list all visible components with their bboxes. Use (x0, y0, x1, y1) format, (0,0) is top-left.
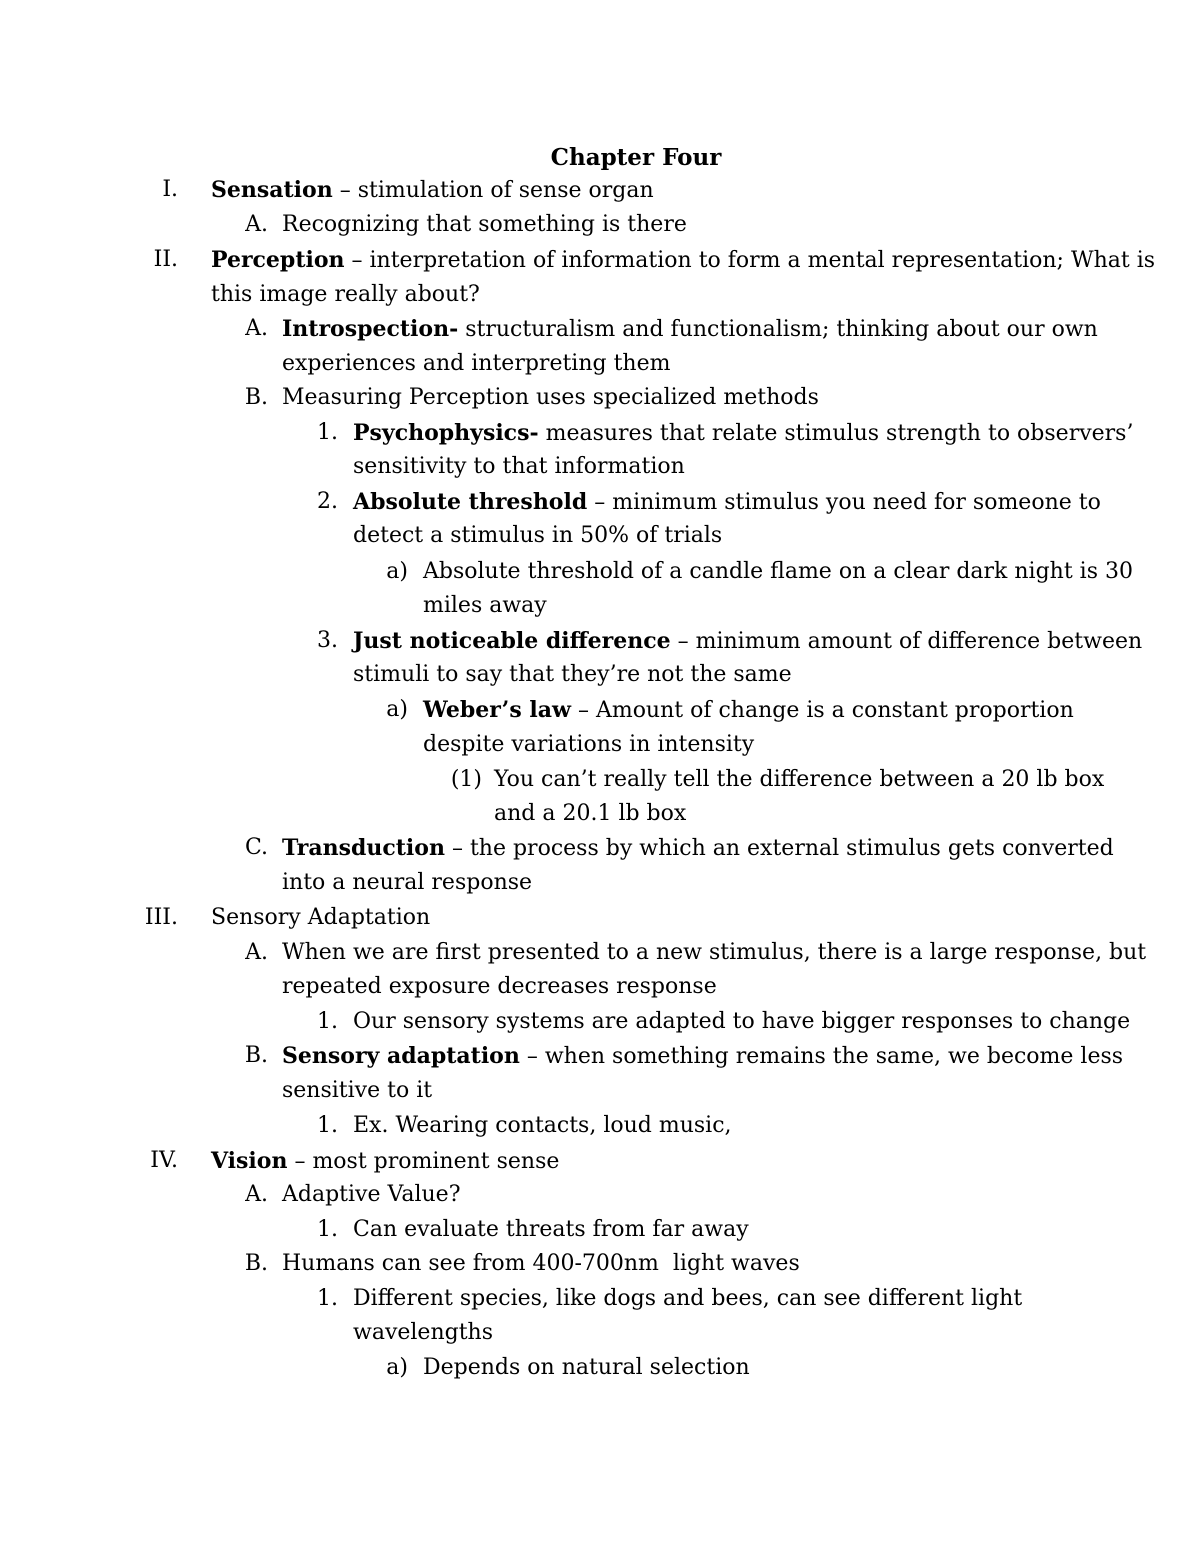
term: Psychophysics- (353, 420, 539, 446)
item-text: – minimum amount of difference between (670, 629, 1143, 654)
outline-item: Different species, like dogs and bees, can see different light (353, 1286, 1023, 1311)
outline-marker: 1. (317, 1009, 338, 1034)
outline-item-continuation: sensitive to it (282, 1078, 433, 1103)
outline-item-continuation: stimuli to say that they’re not the same (353, 662, 792, 687)
outline-marker: 2. (317, 489, 338, 514)
outline-item-continuation: experiences and interpreting them (282, 351, 671, 376)
outline-item: Sensory Adaptation (211, 905, 431, 930)
outline-item-continuation: miles away (423, 593, 547, 618)
document-title: Chapter Four (550, 144, 722, 171)
outline-marker: a) (386, 559, 408, 584)
outline-item-webers-law (423, 694, 1074, 727)
outline-item-absolute-threshold (353, 486, 1101, 519)
outline-item: Ex. Wearing contacts, loud music, (353, 1113, 732, 1138)
outline-item: You can’t really tell the difference between a 20 lb box (494, 767, 1105, 792)
item-text: measures that relate stimulus strength to observers’ (538, 421, 1134, 446)
outline-marker: a) (386, 1355, 408, 1380)
term: Absolute threshold (353, 489, 588, 515)
outline-item-continuation: repeated exposure decreases response (282, 974, 717, 999)
outline-item: Our sensory systems are adapted to have bigger responses to change (353, 1009, 1131, 1034)
outline-item-continuation: into a neural response (282, 870, 533, 895)
outline-item-perception (211, 244, 1155, 277)
outline-marker: B. (244, 1251, 268, 1276)
outline-item-continuation: wavelengths (353, 1320, 494, 1345)
term: Introspection- (282, 316, 459, 342)
outline-item: Depends on natural selection (423, 1355, 750, 1380)
outline-marker: C. (244, 835, 268, 860)
outline-item: Absolute threshold of a candle flame on a clear dark night is 30 (423, 559, 1133, 584)
item-text: – most prominent sense (287, 1149, 560, 1174)
outline-marker: B. (244, 385, 268, 410)
outline-marker: A. (245, 212, 268, 237)
outline-marker: IV. (150, 1148, 178, 1173)
outline-item-continuation: and a 20.1 lb box (494, 801, 687, 826)
term: Vision (211, 1148, 288, 1174)
outline-marker: A. (245, 1182, 268, 1207)
outline-marker: 1. (317, 1286, 338, 1311)
outline-item-continuation: sensitivity to that information (353, 454, 685, 479)
outline-item-transduction (282, 832, 1114, 865)
term: Just noticeable difference (353, 628, 671, 654)
term: Perception (211, 247, 345, 273)
outline-marker: III. (144, 905, 178, 930)
term: Sensation (211, 177, 333, 203)
outline-item-continuation: this image really about? (211, 282, 480, 307)
item-text: – Amount of change is a constant proportion (570, 698, 1074, 723)
outline-marker: 1. (317, 1113, 338, 1138)
outline-marker: B. (244, 1043, 268, 1068)
outline-item: Humans can see from 400-700nm light waves (282, 1251, 800, 1276)
outline-marker: I. (162, 177, 178, 202)
outline-item-jnd (353, 625, 1142, 658)
outline-item-sensation (211, 174, 654, 207)
term: Transduction (282, 835, 445, 861)
outline-item: Measuring Perception uses specialized methods (282, 385, 819, 410)
outline-marker: II. (153, 247, 178, 272)
outline-item-continuation: detect a stimulus in 50% of trials (353, 523, 723, 548)
outline-marker: 1. (317, 1217, 338, 1242)
outline-item-introspection (282, 313, 1098, 346)
term: Weber’s law (423, 697, 571, 723)
outline-item: When we are first presented to a new stimulus, there is a large response, but (282, 940, 1147, 965)
item-text: – when something remains the same, we become less (519, 1044, 1124, 1069)
item-text: – stimulation of sense organ (332, 178, 654, 203)
item-text: structuralism and functionalism; thinking about our own (458, 317, 1098, 342)
outline-marker: A. (245, 940, 268, 965)
item-text: – the process by which an external stimulus gets converted (444, 836, 1114, 861)
outline-item-sensory-adaptation (282, 1040, 1123, 1073)
outline-item-psychophysics (353, 417, 1133, 450)
outline-item-vision (211, 1145, 559, 1178)
item-text: – minimum stimulus you need for someone to (587, 490, 1101, 515)
outline-marker: A. (245, 316, 268, 341)
term: Sensory adaptation (282, 1043, 520, 1069)
outline-marker: (1) (450, 767, 482, 792)
item-text: – interpretation of information to form a mental representation; What is (344, 248, 1156, 273)
outline-item: Can evaluate threats from far away (353, 1217, 749, 1242)
outline-marker: 3. (317, 628, 338, 653)
outline-marker: a) (386, 697, 408, 722)
outline-marker: 1. (317, 420, 338, 445)
outline-item-continuation: despite variations in intensity (423, 732, 755, 757)
outline-item: Recognizing that something is there (282, 212, 687, 237)
outline-item: Adaptive Value? (282, 1182, 461, 1207)
